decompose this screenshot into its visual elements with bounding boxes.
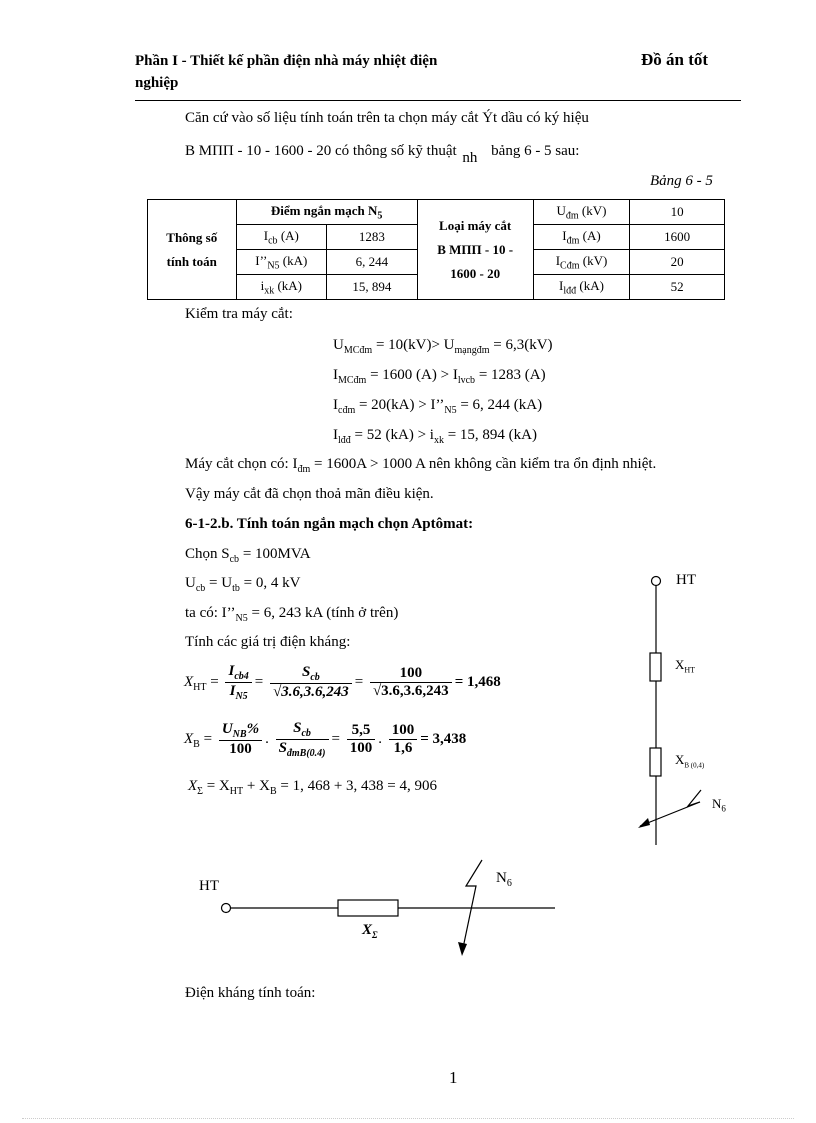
table-cell: 1600 bbox=[630, 225, 725, 250]
row-label-line1: Thông số bbox=[166, 229, 218, 245]
table-cell: 20 bbox=[630, 250, 725, 275]
vertical-xb-label: $X_{B (0,4)}$ bbox=[675, 752, 705, 770]
header-title-line1: Phần I - Thiết kế phần điện nhà máy nhiệt điện bbox=[135, 53, 438, 69]
tinh-line: Tính các giá trị điện kháng: bbox=[185, 634, 351, 650]
frac: $\frac{100}{1,6}$ bbox=[389, 722, 418, 757]
formula-xht: $X_{HT}$ = $\frac{I_{cb4}}{I_{N5}}$ = $\frac{S_{cb}}{√3.6,3.6,243}$ = $\frac{100}{√3.6,3.6,243}$ = 1,468 bbox=[184, 663, 501, 702]
paragraph-intro: Căn cứ vào số liệu tính toán trên ta chọn máy cắt Ýt dầu có ký hiệu bbox=[185, 110, 589, 126]
section-title: 6-1-2.b. Tính toán ngắn mạch chọn Aptômat: bbox=[185, 516, 474, 532]
table-cell: $I’’_{N5}$ (kA) bbox=[236, 250, 327, 275]
frac: $\frac{S_{cb}}{√3.6,3.6,243}$ bbox=[270, 664, 352, 701]
header-right: Đồ án tốt bbox=[641, 50, 709, 69]
group-header-text: Điểm ngắn mạch N bbox=[270, 202, 378, 218]
check-title: Kiểm tra máy cắt: bbox=[185, 306, 293, 322]
vertical-xht-label: $X_{HT}$ bbox=[675, 657, 696, 675]
frac: $\frac{S_{cb}}{S_{đmB(0.4)}}$ bbox=[276, 720, 329, 759]
vertical-circuit bbox=[638, 577, 701, 846]
check-line: $I_{lđđ} = 52$ $(kA) > i_{xk} = 15$, 894 (kA) bbox=[333, 427, 537, 446]
frac: $\frac{100}{√3.6,3.6,243}$ bbox=[370, 665, 452, 700]
table-caption: Bảng 6 - 5 bbox=[650, 173, 713, 189]
reactance-sum bbox=[338, 900, 398, 916]
table-cell: $I_{đm}$ (A) bbox=[533, 225, 630, 250]
group-header-sub: 5 bbox=[377, 210, 383, 222]
check-line: $I_{MCđm} = 1600$ $(A) > I_{lvcb} = 1283$ (A) bbox=[333, 367, 546, 386]
table-cell: $I_{lđđ}$ (kA) bbox=[533, 275, 630, 300]
dien-khang-line: Điện kháng tính toán: bbox=[185, 985, 316, 1001]
formula-xsum: $X_\Sigma = X_{HT} + X_B = 1$, 468 + 3, 438 = 4, 906 bbox=[188, 778, 437, 797]
horizontal-source-label: HT bbox=[199, 878, 219, 894]
header-title-line2: nghiệp bbox=[135, 75, 179, 91]
table-cell: 15, 894 bbox=[327, 275, 418, 300]
breaker-label-2: B MΠΠ - 10 - bbox=[437, 241, 514, 257]
reactance-ht bbox=[650, 653, 661, 681]
table-cell: $i_{xk}$ (kA) bbox=[236, 275, 327, 300]
check-line: $U_{MCđm} = 10(kV)> U_{mạngđm} = 6,3(kV)$ bbox=[333, 337, 553, 356]
paragraph-spec-nh: nh bbox=[462, 150, 478, 166]
breaker-label-1: Loại máy cắt bbox=[439, 217, 512, 233]
paragraph-spec-c: bảng 6 - 5 sau: bbox=[491, 143, 580, 159]
taco-line: ta có: $I’’_{N5} = 6$, 243 kA (tính ở trên) bbox=[185, 605, 399, 624]
breaker-label-3: 1600 - 20 bbox=[450, 265, 501, 281]
conclusion-2: Vậy máy cắt đã chọn thoả mãn điều kiện. bbox=[185, 486, 434, 502]
reactance-b bbox=[650, 748, 661, 776]
table-cell: $I_{Cđm}$ (kV) bbox=[533, 250, 630, 275]
source-node bbox=[652, 577, 661, 586]
frac: $\frac{I_{cb4}}{I_{N5}}$ bbox=[225, 663, 251, 702]
fault-arrowhead bbox=[638, 818, 650, 828]
check-line: $I_{cđm} = 20(kA)$ > $I’’_{N5} = 6$, 244 (kA) bbox=[333, 397, 543, 416]
table-cell: 6, 244 bbox=[327, 250, 418, 275]
horizontal-fault-label: $N_6$ bbox=[496, 870, 512, 889]
table-cell: 10 bbox=[630, 200, 725, 225]
page-number: 1 bbox=[449, 1068, 458, 1087]
paragraph-spec-a: B MΠΠ - 10 - 1600 - 20 có thông số kỹ thuật bbox=[185, 143, 457, 159]
fault-arrow bbox=[463, 860, 482, 948]
frac: $\frac{U_{NB}\%}{100}$ bbox=[219, 721, 262, 758]
fault-arrow bbox=[640, 790, 701, 826]
horizontal-reactance-label: $X_\Sigma$ bbox=[362, 922, 378, 940]
table-cell: $I_{cb}$ (A) bbox=[236, 225, 327, 250]
ucb-line: $U_{cb} = U_{tb} = 0$, 4 kV bbox=[185, 575, 301, 594]
table-cell: 1283 bbox=[327, 225, 418, 250]
page-bottom-rule bbox=[22, 1118, 794, 1119]
source-node bbox=[222, 904, 231, 913]
vertical-fault-label: $N_6$ bbox=[712, 796, 726, 814]
choose-scb: Chọn $S_{cb} = 100MVA$ bbox=[185, 546, 311, 565]
frac: $\frac{5,5}{100}$ bbox=[347, 722, 376, 757]
vertical-source-label: HT bbox=[676, 572, 696, 588]
formula-xb: $X_B$ = $\frac{U_{NB}\%}{100}$ . $\frac{S_{cb}}{S_{đmB(0.4)}}$ = $\frac{5,5}{100}$ . $\frac{100}{1,6}$ = 3,438 bbox=[184, 720, 467, 759]
table-cell: $U_{đm}$ (kV) bbox=[533, 200, 630, 225]
row-label-line2: tính toán bbox=[166, 253, 217, 269]
table-cell: 52 bbox=[630, 275, 725, 300]
fault-arrowhead bbox=[458, 942, 467, 956]
conclusion-1: Máy cắt chọn có: $I_{đm} = 1600A > 1000$ A nên không cần kiểm tra ổn định nhiệt. bbox=[185, 456, 657, 475]
